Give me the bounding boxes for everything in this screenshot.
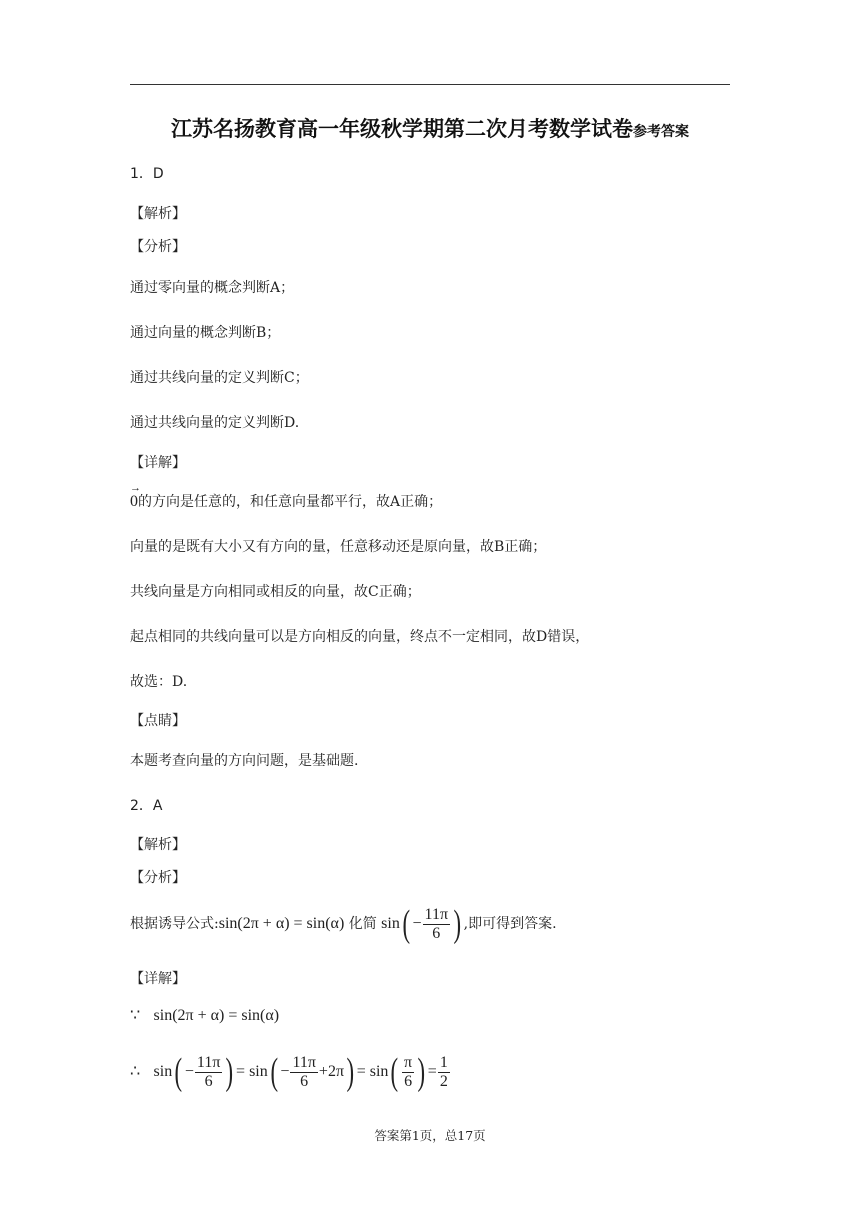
fraction-11pi-6: $\frac{11\pi}{6}$	[424, 905, 449, 942]
fraction-11pi-6: $\frac{11\pi}{6}$	[292, 1053, 316, 1090]
q2-analysis: 根据诱导公式:sin(2π + α) = sin(α) 化简 sin( − $\frac{11\pi}{6}$ ) ,即可得到答案.	[130, 903, 557, 945]
q1-xiangjie-heading: 【详解】	[130, 455, 186, 471]
q1-comment: 本题考查向量的方向问题，是基础题.	[130, 753, 359, 769]
page-title	[0, 113, 860, 143]
zero-vector-symbol: → 0	[130, 482, 141, 510]
q1-dianjing-heading: 【点睛】	[130, 713, 186, 729]
q1-detail-2: 向量的是既有大小又有方向的量，任意移动还是原向量，故B正确；	[130, 539, 547, 555]
page-footer: 答案第1页，总17页	[374, 1128, 486, 1143]
q2-fenxi-heading: 【分析】	[130, 870, 186, 886]
because-symbol: ∵	[130, 1007, 141, 1024]
title-text: 江苏名扬教育高一年级秋学期第二次月考数学试卷	[171, 117, 633, 141]
induction-formula: sin(2π + α) = sin(α)	[218, 915, 345, 932]
q1-detail-1	[130, 482, 443, 511]
q2-jiexi-heading: 【解析】	[130, 837, 186, 853]
q1-analysis-2: 通过向量的概念判断B；	[130, 325, 281, 341]
q1-detail-4: 起点相同的共线向量可以是方向相反的向量，终点不一定相同，故D错误，	[130, 629, 590, 645]
q1-detail-3: 共线向量是方向相同或相反的向量，故C正确；	[130, 584, 421, 600]
q2-answer: 2．A	[130, 798, 163, 814]
fraction-1-2: $\frac{1}{2}$	[439, 1053, 448, 1090]
q1-analysis-1: 通过零向量的概念判断A；	[130, 280, 295, 296]
q1-conclusion: 故选：D.	[130, 674, 188, 690]
q1-fenxi-heading: 【分析】	[130, 239, 186, 255]
fraction-11pi-6: $\frac{11\pi}{6}$	[196, 1053, 221, 1090]
fraction-pi-6: $\frac{\pi}{6}$	[404, 1053, 413, 1090]
q2-because-line: ∵ sin(2π + α) = sin(α)	[130, 1007, 280, 1024]
title-subtitle: 参考答案	[633, 124, 689, 140]
q1-detail-1-text: 的方向是任意的，和任意向量都平行，故A正确；	[138, 494, 443, 510]
q1-analysis-4: 通过共线向量的定义判断D.	[130, 415, 300, 431]
therefore-symbol: ∴	[130, 1063, 141, 1080]
q2-therefore-line: ∴ sin( − $\frac{11\pi}{6}$ ) = sin( − $\frac{11\pi}{6}$ +2π) = sin( $\frac{\pi}{6}$ ) = $\frac{1}{2}$	[130, 1051, 448, 1093]
header-rule	[130, 84, 730, 85]
q1-jiexi-heading: 【解析】	[130, 206, 186, 222]
q2-xiangjie-heading: 【详解】	[130, 971, 186, 987]
q1-answer: 1．D	[130, 166, 164, 182]
q1-analysis-3: 通过共线向量的定义判断C；	[130, 370, 309, 386]
